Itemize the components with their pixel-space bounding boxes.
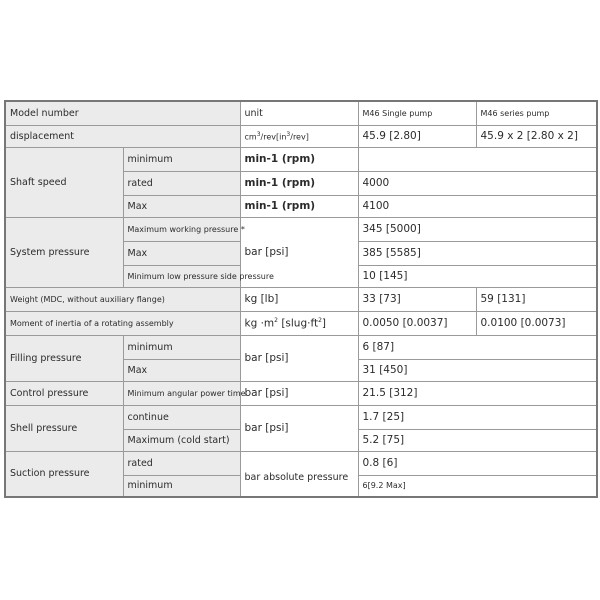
control-pressure-label: Control pressure <box>5 381 123 405</box>
suction-pressure-label: Suction pressure <box>5 451 123 497</box>
inertia-series: 0.0100 [0.0073] <box>476 311 597 335</box>
system-pressure-value: 10 [145] <box>358 265 597 287</box>
shaft-speed-unit: min-1 (rpm) <box>240 195 358 217</box>
weight-single: 33 [73] <box>358 287 476 311</box>
control-pressure-row <box>5 381 597 405</box>
displacement-single: 45.9 [2.80] <box>358 125 476 147</box>
control-pressure-sub: Minimum angular power time <box>123 381 240 405</box>
suction-pressure-row <box>5 451 597 475</box>
suction-pressure-sub: minimum <box>123 475 240 497</box>
suction-pressure-sub: rated <box>123 451 240 475</box>
control-pressure-value: 21.5 [312] <box>358 381 597 405</box>
filling-pressure-value: 6 [87] <box>358 335 597 359</box>
shaft-speed-sub: rated <box>123 171 240 195</box>
shell-pressure-sub: continue <box>123 405 240 429</box>
shaft-speed-unit: min-1 (rpm) <box>240 171 358 195</box>
shaft-speed-value: 4000 <box>358 171 597 195</box>
displacement-label: displacement <box>5 125 240 147</box>
filling-pressure-row <box>5 335 597 359</box>
weight-label: Weight (MDC, without auxiliary flange) <box>5 287 240 311</box>
shaft-speed-row <box>5 147 597 171</box>
inertia-single: 0.0050 [0.0037] <box>358 311 476 335</box>
filling-pressure-unit: bar [psi] <box>240 335 358 381</box>
shaft-speed-unit: min-1 (rpm) <box>240 147 358 171</box>
shaft-speed-sub: minimum <box>123 147 240 171</box>
suction-pressure-unit: bar absolute pressure <box>240 451 358 497</box>
shaft-speed-sub: Max <box>123 195 240 217</box>
unit-header: unit <box>240 101 358 125</box>
shell-pressure-unit: bar [psi] <box>240 405 358 451</box>
shell-pressure-value: 1.7 [25] <box>358 405 597 429</box>
header-row <box>5 101 597 125</box>
filling-pressure-value: 31 [450] <box>358 359 597 381</box>
system-pressure-sub: Minimum low pressure side pressure <box>123 265 240 287</box>
system-pressure-unit: bar [psi] <box>240 217 358 287</box>
system-pressure-value: 345 [5000] <box>358 217 597 241</box>
shell-pressure-label: Shell pressure <box>5 405 123 451</box>
inertia-row <box>5 311 597 335</box>
weight-unit: kg [lb] <box>240 287 358 311</box>
shaft-speed-value: 4100 <box>358 195 597 217</box>
system-pressure-row <box>5 217 597 241</box>
suction-pressure-value: 6[9.2 Max] <box>358 475 597 497</box>
series-pump-header: M46 series pump <box>476 101 597 125</box>
displacement-row <box>5 125 597 147</box>
filling-pressure-label: Filling pressure <box>5 335 123 381</box>
displacement-unit: $cm^3/rev[in^3/rev]$ <box>240 125 358 147</box>
weight-row <box>5 287 597 311</box>
shell-pressure-row <box>5 405 597 429</box>
system-pressure-label: System pressure <box>5 217 123 287</box>
system-pressure-sub: Max <box>123 241 240 265</box>
filling-pressure-sub: minimum <box>123 335 240 359</box>
weight-series: 59 [131] <box>476 287 597 311</box>
shaft-speed-value <box>358 147 597 171</box>
spec-table <box>4 100 598 498</box>
shell-pressure-value: 5.2 [75] <box>358 429 597 451</box>
shaft-speed-label: Shaft speed <box>5 147 123 217</box>
suction-pressure-value: 0.8 [6] <box>358 451 597 475</box>
shell-pressure-sub: Maximum (cold start) <box>123 429 240 451</box>
inertia-label: Moment of inertia of a rotating assembly <box>5 311 240 335</box>
system-pressure-sub: Maximum working pressure * <box>123 217 240 241</box>
filling-pressure-sub: Max <box>123 359 240 381</box>
displacement-series: 45.9 x 2 [2.80 x 2] <box>476 125 597 147</box>
inertia-unit: kg $\cdot m^2$ $[slug\cdot ft^2]$ <box>240 311 358 335</box>
single-pump-header: M46 Single pump <box>358 101 476 125</box>
model-number-label: Model number <box>5 101 240 125</box>
system-pressure-value: 385 [5585] <box>358 241 597 265</box>
control-pressure-unit: bar [psi] <box>240 381 358 405</box>
